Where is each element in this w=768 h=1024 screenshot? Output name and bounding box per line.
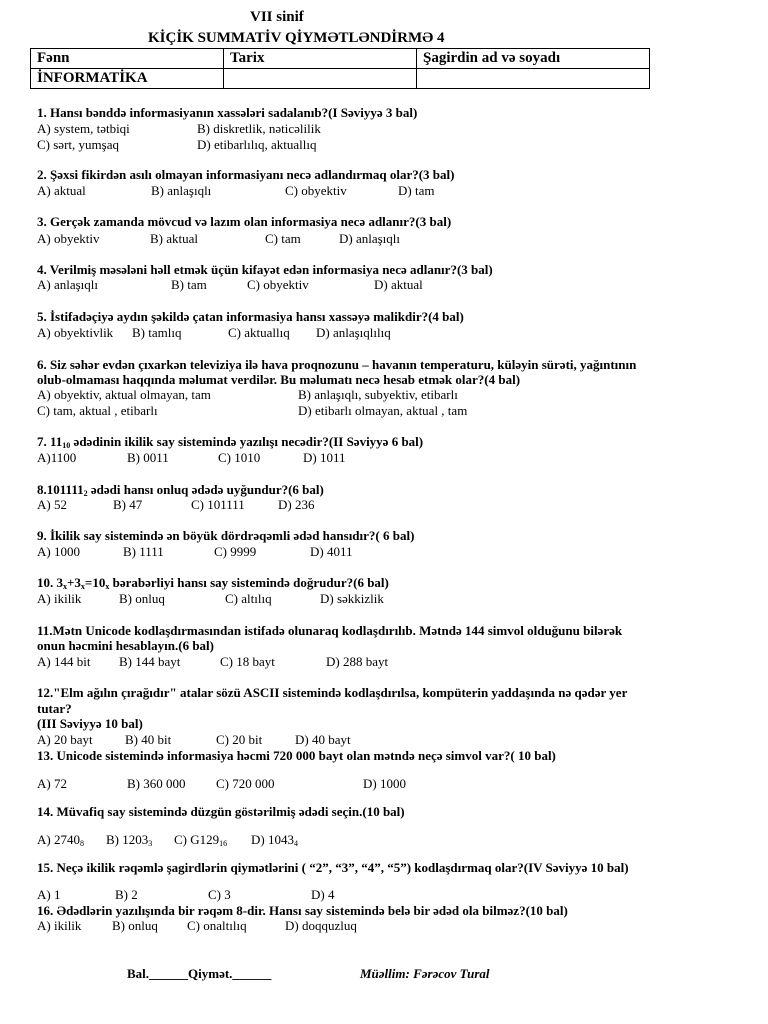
option: C) 3: [208, 887, 231, 902]
option: D) $1043_4$: [251, 832, 298, 848]
option: D) tam: [398, 183, 435, 198]
option: B) 40 bit: [125, 732, 172, 747]
question-10: 10. $3_x+3_x=10_x$ bərabərliyi hansı say sistemində doğrudur?(6 bal): [37, 575, 389, 591]
option: A) obyektiv: [37, 231, 100, 246]
subject-value: İNFORMATİKA: [31, 69, 224, 89]
option: A) obyektiv, aktual olmayan, tam: [37, 387, 211, 402]
question-2: 2. Şəxsi fikirdən asılı olmayan informasiyanı necə adlandırmaq olar?(3 bal): [37, 167, 455, 182]
option: C) sərt, yumşaq: [37, 137, 119, 152]
question-15: 15. Neçə ikilik rəqəmlə şagirdlərin qiymətlərini ( “2”, “3”, “4”, “5”) kodlaşdırmaq olar?(IV Səviyyə 10 bal): [37, 860, 629, 875]
student-name-header: Şagirdin ad və soyadı: [417, 49, 650, 69]
option: A) anlaşıqlı: [37, 277, 99, 292]
student-name-value: [417, 69, 650, 89]
option: C) aktuallıq: [228, 325, 290, 340]
question-12-line2: tutar?: [37, 701, 72, 716]
option: C) 101111: [191, 497, 245, 512]
question-8: $8.101111_2$ ədədi hansı onluq ədədə uyğundur?(6 bal): [37, 482, 324, 498]
option: D) anlaşıqlı: [339, 231, 401, 246]
option: B) 47: [113, 497, 143, 512]
date-header: Tarix: [224, 49, 417, 69]
option: B) tam: [171, 277, 207, 292]
option: B) aktual: [150, 231, 199, 246]
option: A) 1: [37, 887, 61, 902]
question-12: 12."Elm ağılın çırağıdır" atalar sözü ASCII sistemində kodlaşdırılsa, kompüterin yaddaşında nə qədər yer: [37, 685, 628, 700]
question-16: 16. Ədədlərin yazılışında bir rəqəm 8-dir. Hansı say sistemində belə bir ədəd ola bilməz?(10 bal): [37, 903, 568, 918]
option: A) 20 bayt: [37, 732, 93, 747]
option: A) 72: [37, 776, 67, 791]
document-title: KİÇİK SUMMATİV QİYMƏTLƏNDİRMƏ 4: [148, 30, 445, 46]
option: C) $G129_{16}$: [174, 832, 228, 848]
option: A) $2740_8$: [37, 832, 84, 848]
option: B) 1111: [123, 544, 164, 559]
question-11: 11.Mətn Unicode kodlaşdırmasından istifadə olunaraq kodlaşdırılıb. Mətndə 144 simvol olduğunu bilərək: [37, 623, 623, 638]
option: A) ikilik: [37, 918, 82, 933]
header-table: [30, 48, 650, 89]
option: A) 1000: [37, 544, 80, 559]
option: A)1100: [37, 450, 77, 465]
option: B) tamlıq: [132, 325, 182, 340]
option: B) $1203_3$: [106, 832, 153, 848]
question-3: 3. Gerçək zamanda mövcud və lazım olan informasiya necə adlanır?(3 bal): [37, 214, 452, 229]
grade-fields: Bal.______Qiymət.______: [127, 966, 272, 981]
option: D) 288 bayt: [326, 654, 389, 669]
option: C) 20 bit: [216, 732, 263, 747]
grade-heading: VII sinif: [250, 9, 304, 25]
option: D) 40 bayt: [295, 732, 351, 747]
date-value: [224, 69, 417, 89]
subject-header: Fənn: [31, 49, 224, 69]
option: D) etibarlılıq, aktuallıq: [197, 137, 317, 152]
question-12-level: (III Səviyyə 10 bal): [37, 716, 143, 731]
option: D) 4: [311, 887, 335, 902]
option: B) 144 bayt: [119, 654, 181, 669]
option: A) 52: [37, 497, 67, 512]
question-14: 14. Müvafiq say sistemində düzgün göstərilmiş ədədi seçin.(10 bal): [37, 804, 405, 819]
option: C) tam: [265, 231, 301, 246]
option: C) altılıq: [225, 591, 272, 606]
option: B) onluq: [119, 591, 165, 606]
option: D) etibarlı olmayan, aktual , tam: [298, 403, 468, 418]
question-7: 7. $11_{10}$ ədədinin ikilik say sistemində yazılışı necədir?(II Səviyyə 6 bal): [37, 434, 424, 450]
option: C) obyektiv: [285, 183, 347, 198]
option: D) 4011: [310, 544, 353, 559]
teacher-name: Müəllim: Fərəcov Tural: [360, 966, 490, 981]
question-1: 1. Hansı bənddə informasiyanın xassələri sadalanıb?(I Səviyyə 3 bal): [37, 105, 418, 120]
question-13: 13. Unicode sistemində informasiya həcmi 720 000 bayt olan mətndə neçə simvol var?( 10 bal): [37, 748, 556, 763]
question-6-line2: olub-olmaması haqqında məlumat verdilər. Bu məlumatı necə hesab etmək olar?(4 bal): [37, 372, 521, 387]
option: B) anlaşıqlı, subyektiv, etibarlı: [298, 387, 458, 402]
option: C) obyektiv: [247, 277, 309, 292]
option: C) tam, aktual , etibarlı: [37, 403, 158, 418]
option: C) 18 bayt: [220, 654, 275, 669]
option: B) onluq: [112, 918, 158, 933]
option: D) doqquzluq: [285, 918, 357, 933]
question-6: 6. Siz səhər evdən çıxarkən televiziya ilə hava proqnozunu – havanın temperaturu, küləyin sürəti, yağıntının: [37, 357, 637, 372]
option: C) onaltılıq: [187, 918, 247, 933]
option: B) 2: [115, 887, 138, 902]
option: B) 360 000: [127, 776, 186, 791]
option: C) 9999: [214, 544, 257, 559]
option: B) 0011: [127, 450, 169, 465]
question-11-line2: onun həcmini hesablayın.(6 bal): [37, 638, 214, 653]
option: D) anlaşıqlılıq: [316, 325, 391, 340]
option: A) ikilik: [37, 591, 82, 606]
option: C) 720 000: [216, 776, 275, 791]
option: A) 144 bit: [37, 654, 91, 669]
option: D) 236: [278, 497, 315, 512]
option: D) 1000: [363, 776, 406, 791]
question-4: 4. Verilmiş məsələni həll etmək üçün kifayət edən informasiya necə adlanır?(3 bal): [37, 262, 493, 277]
option: B) anlaşıqlı: [151, 183, 212, 198]
option: C) 1010: [218, 450, 261, 465]
option: A) system, tətbiqi: [37, 121, 130, 136]
question-9: 9. İkilik say sistemində ən böyük dördrəqəmli ədəd hansıdır?( 6 bal): [37, 528, 415, 543]
option: D) 1011: [303, 450, 346, 465]
option: D) səkkizlik: [320, 591, 384, 606]
option: B) diskretlik, nəticəlilik: [197, 121, 321, 136]
option: D) aktual: [374, 277, 423, 292]
option: A) obyektivlik: [37, 325, 114, 340]
option: A) aktual: [37, 183, 86, 198]
question-5: 5. İstifadəçiyə aydın şəkildə çatan informasiya hansı xassəyə malikdir?(4 bal): [37, 309, 464, 324]
